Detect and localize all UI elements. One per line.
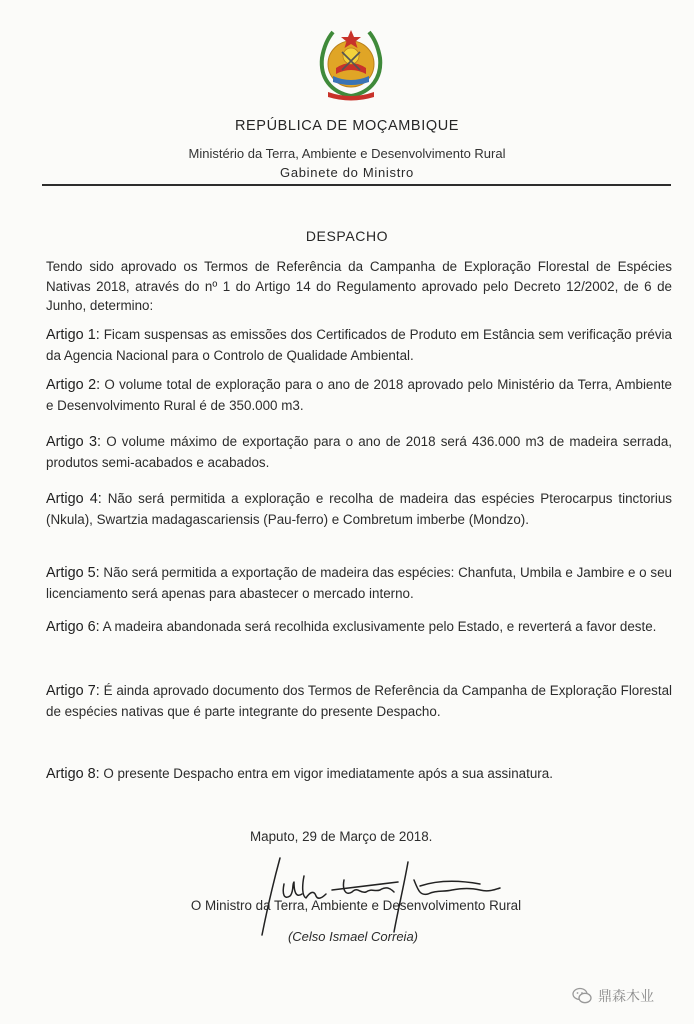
article-text: Ficam suspensas as emissões dos Certificados de Produto em Estância sem verificação prévia da Agencia Nacional para o Controlo de Qualidade Ambiental. xyxy=(46,327,672,363)
article-8 xyxy=(46,764,672,785)
republic-heading: REPÚBLICA DE MOÇAMBIQUE xyxy=(234,118,460,134)
watermark xyxy=(572,985,654,1007)
article-label: Artigo 5: xyxy=(46,565,100,581)
office-heading: Gabinete do Ministro xyxy=(280,165,414,180)
article-text: O volume total de exploração para o ano de 2018 aprovado pelo Ministério da Terra, Ambiente e Desenvolvimento Rural é de 350.000 m3. xyxy=(46,377,672,413)
intro-paragraph: Tendo sido aprovado os Termos de Referência da Campanha de Exploração Florestal de Espécies Nativas 2018, através do nº 1 do Artigo 14 do Regulamento aprovado pelo Decreto 12/2002, de 6 de Junho, determino: xyxy=(46,259,672,314)
article-label: Artigo 3: xyxy=(46,434,102,450)
article-text: É ainda aprovado documento dos Termos de Referência da Campanha de Exploração Florestal de espécies nativas que é parte integrante do presente Despacho. xyxy=(46,683,672,719)
article-text: Não será permitida a exploração e recolha de madeira das espécies Pterocarpus tinctorius (Nkula), Swartzia madagascariensis (Pau-ferro) e Combretum imberbe (Mondzo). xyxy=(46,491,672,527)
article-1 xyxy=(46,325,672,365)
article-4 xyxy=(46,489,672,529)
coat-of-arms-emblem xyxy=(316,22,386,102)
article-6 xyxy=(46,617,672,638)
article-label: Artigo 2: xyxy=(46,377,101,393)
article-2 xyxy=(46,375,672,415)
article-text: O presente Despacho entra em vigor imediatamente após a sua assinatura. xyxy=(103,766,553,781)
ministry-heading: Ministério da Terra, Ambiente e Desenvolvimento Rural xyxy=(188,146,506,161)
signatory-name: (Celso Ismael Correia) xyxy=(287,929,419,944)
header-divider xyxy=(42,184,671,186)
article-text: O volume máximo de exportação para o ano de 2018 será 436.000 m3 de madeira serrada, produtos semi-acabados e acabados. xyxy=(46,434,672,470)
article-label: Artigo 4: xyxy=(46,491,102,507)
article-7 xyxy=(46,681,672,721)
article-label: Artigo 8: xyxy=(46,766,100,782)
article-label: Artigo 6: xyxy=(46,619,100,635)
document-title: DESPACHO xyxy=(305,228,389,244)
article-text: A madeira abandonada será recolhida exclusivamente pelo Estado, e reverterá a favor deste. xyxy=(102,619,657,634)
article-label: Artigo 1: xyxy=(46,327,100,343)
article-3 xyxy=(46,432,672,472)
place-and-date: Maputo, 29 de Março de 2018. xyxy=(250,829,433,844)
article-label: Artigo 7: xyxy=(46,683,100,699)
wechat-icon xyxy=(572,987,592,1005)
article-5 xyxy=(46,563,672,603)
watermark-text: 鼎森木业 xyxy=(598,988,654,1004)
article-text: Não será permitida a exportação de madeira das espécies: Chanfuta, Umbila e Jambire e o seu licenciamento será apenas para abastecer o mercado interno. xyxy=(46,565,672,601)
signatory-title: O Ministro da Terra, Ambiente e Desenvolvimento Rural xyxy=(190,898,522,913)
